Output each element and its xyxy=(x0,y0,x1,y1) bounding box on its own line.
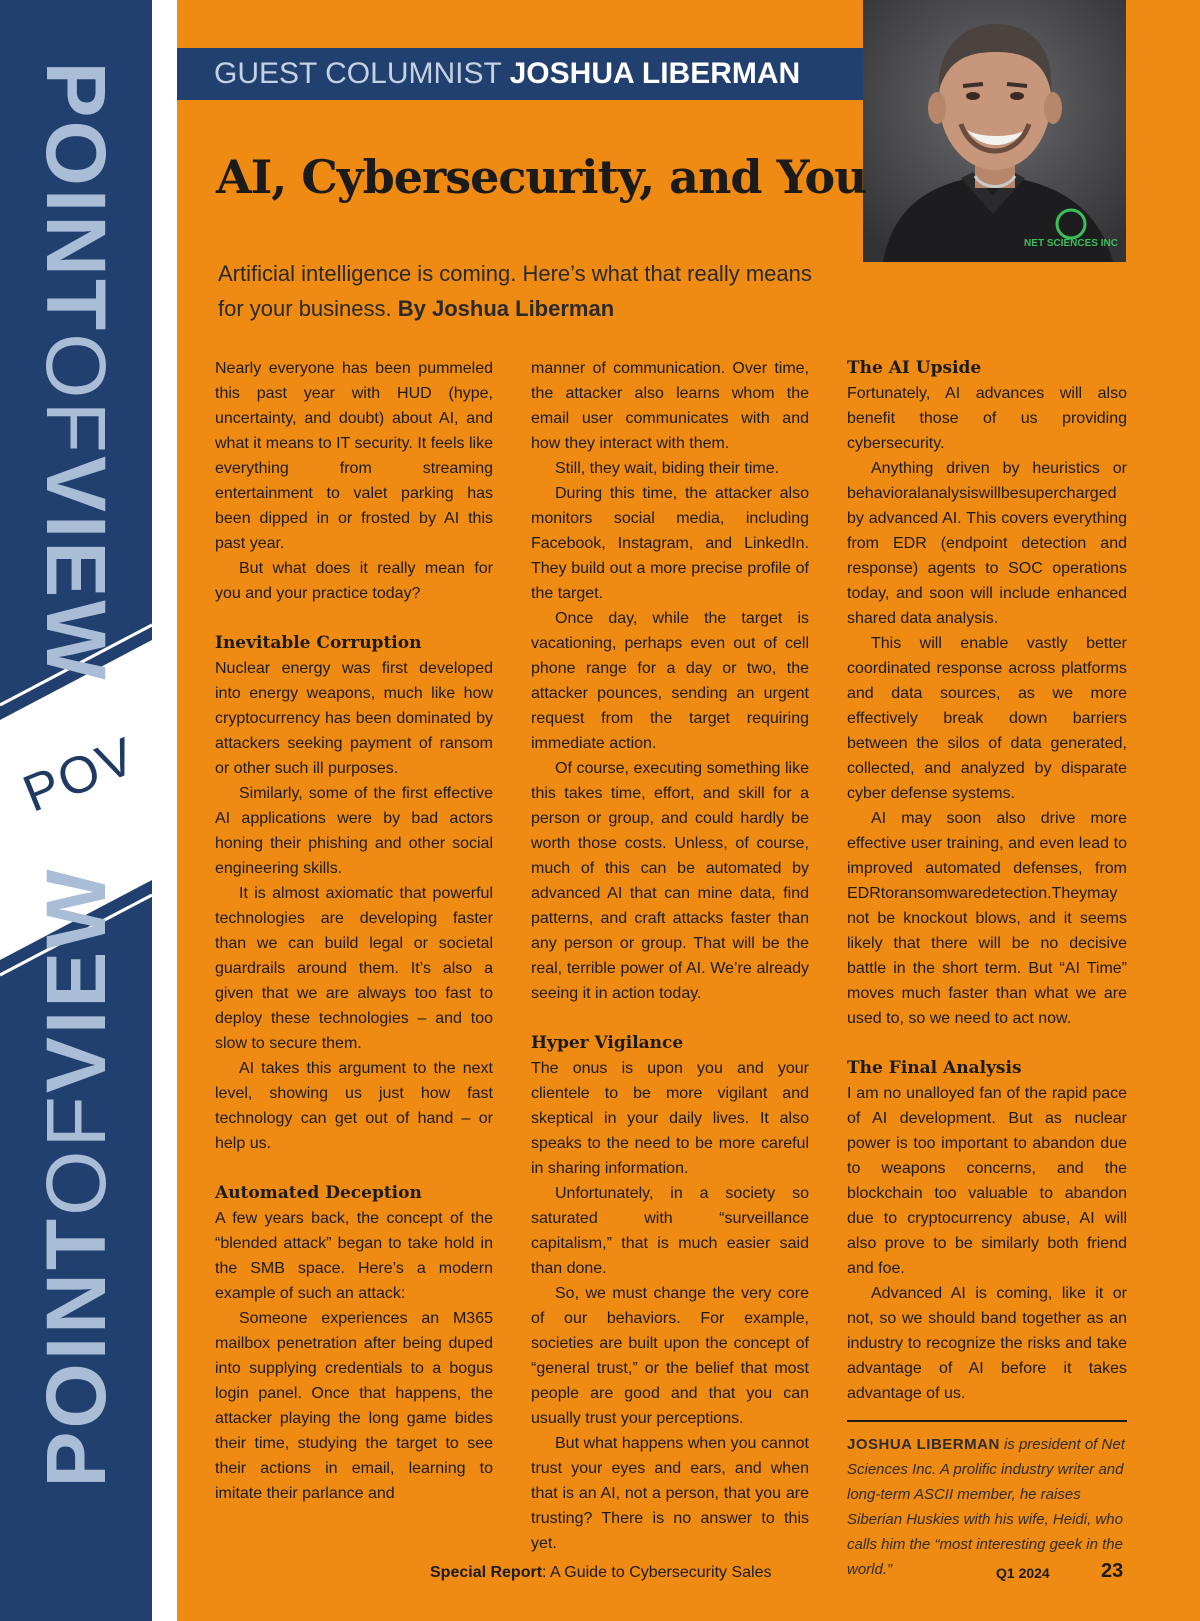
vertical-title-top: POINTOFVIEW xyxy=(29,61,123,683)
article-column-3 xyxy=(847,356,1127,1582)
paragraph: Similarly, some of the first effective AI applications were by bad actors honing their phishing and other social engineering skills. xyxy=(215,785,493,877)
footer-report-bold: Special Report xyxy=(430,1564,543,1581)
paragraph: But what happens when you cannot trust your eyes and ears, and when that is an AI, not a person, that you are trusting? There is no answer to this yet. xyxy=(531,1435,809,1552)
paragraph: Once day, while the target is vacationing, perhaps even out of cell phone range for a day or two, the attacker pounces, sending an urgent request from the target requiring immediate action. xyxy=(531,610,809,752)
paragraph: This will enable vastly better coordinated response across platforms and data sources, as we more effectively break down barriers between the silos of data generated, collected, and analyzed by disparate cyber defense systems. xyxy=(847,635,1127,802)
author-portrait-illustration xyxy=(863,0,1126,262)
section-heading-automated-deception: Automated Deception xyxy=(215,1183,422,1203)
paragraph: It is almost axiomatic that powerful technologies are developing faster than we can build legal or societal guardrails around them. It’s also a given that we are always too fast to deploy these technologies – and too slow to secure them. xyxy=(215,885,493,1052)
paragraph: Fortunately, AI advances will also benefit those of us providing cybersecurity. xyxy=(847,385,1127,452)
article-column-1 xyxy=(215,356,493,1506)
section-heading-inevitable-corruption: Inevitable Corruption xyxy=(215,633,422,653)
paragraph: Of course, executing something like this takes time, effort, and skill for a person or group, and could hardly be worth those costs. Unless, of course, much of this can be automated by advanced AI that can mine data, find patterns, and craft attacks faster than any person or group. That will be the real, terrible power of AI. We’re already seeing it in action today. xyxy=(531,760,809,1002)
paragraph: During this time, the attacker also monitors social media, including Facebook, Instagram, and LinkedIn. They build out a more precise profile of the target. xyxy=(531,485,809,602)
bio-text: is president of Net Sciences Inc. A prolific industry writer and long-term ASCII member, he raises Siberian Huskies with his wife, Heidi, who calls him the “most interesting geek in the world.” xyxy=(847,1436,1125,1578)
paragraph: Nuclear energy was first developed into energy weapons, much like how cryptocurrency has been dominated by attackers seeking payment of ransom or other such ill purposes. xyxy=(215,660,493,777)
paragraph: AI takes this argument to the next level, showing us just how fast technology can get out of hand – or help us. xyxy=(215,1060,493,1152)
paragraph: The onus is upon you and your clientele to be more vigilant and skeptical in your daily lives. It also speaks to the need to be more careful in sharing information. xyxy=(531,1060,809,1177)
svg-text:NET SCIENCES INC: NET SCIENCES INC xyxy=(1024,238,1118,249)
subtitle-text: Artificial intelligence is coming. Here’s what that really means for your business. xyxy=(218,261,812,321)
point-of-view-sidebar xyxy=(0,0,152,1621)
article-column-2 xyxy=(531,356,809,1556)
paragraph: I am no unalloyed fan of the rapid pace of AI development. But as nuclear power is too important to abandon due to weapons concerns, and the blockchain too valuable to abandon due to cryptocurrency abuse, AI will also prove to be similarly both friend and foe. xyxy=(847,1085,1127,1277)
paragraph: Advanced AI is coming, like it or not, so we should band together as an industry to recognize the risks and take advantage of AI before it takes advantage of us. xyxy=(847,1285,1127,1402)
vertical-title-bottom: POINTOFVIEW xyxy=(29,866,123,1488)
paragraph: So, we must change the very core of our behaviors. For example, societies are built upon the concept of “general trust,” or the belief that most people are good and that you can usually trust your perceptions. xyxy=(531,1285,809,1427)
paragraph: Still, they wait, biding their time. xyxy=(555,460,780,477)
columnist-name: JOSHUA LIBERMAN xyxy=(509,57,801,90)
bio-author-name: JOSHUA LIBERMAN xyxy=(847,1436,1000,1453)
footer-report-title xyxy=(430,1564,771,1582)
paragraph: Someone experiences an M365 mailbox penetration after being duped into supplying credentials to a bogus login panel. Once that happens, the attacker playing the long game bides their time, studying the target to see their actions in email, learning to imitate their parlance and xyxy=(215,1310,493,1502)
paragraph: A few years back, the concept of the “blended attack” began to take hold in the SMB space. Here’s a modern example of such an attack: xyxy=(215,1210,493,1302)
paragraph: But what does it really mean for you and your practice today? xyxy=(215,560,493,602)
article-subtitle xyxy=(218,256,838,326)
article-title: AI, Cybersecurity, and You xyxy=(216,150,867,204)
page-number: 23 xyxy=(1101,1560,1124,1582)
footer-report-rest: : A Guide to Cybersecurity Sales xyxy=(542,1564,772,1581)
columnist-label xyxy=(214,52,800,96)
section-heading-hyper-vigilance: Hyper Vigilance xyxy=(531,1033,684,1053)
columnist-kicker: GUEST COLUMNIST xyxy=(214,57,502,90)
footer-issue: Q1 2024 xyxy=(996,1565,1050,1581)
byline: By Joshua Liberman xyxy=(397,296,615,321)
paragraph: manner of communication. Over time, the attacker also learns whom the email user communicates with and how they interact with them. xyxy=(531,360,809,452)
section-heading-final-analysis: The Final Analysis xyxy=(847,1058,1022,1078)
author-photo xyxy=(863,0,1126,262)
paragraph: Anything driven by heuristics or behavioralanalysiswillbesupercharged by advanced AI. This covers everything from EDR (endpoint detection and response) agents to SOC operations today, and soon will include enhanced shared data analysis. xyxy=(847,460,1127,627)
paragraph: Nearly everyone has been pummeled this past year with HUD (hype, uncertainty, and doubt) about AI, and what it means to IT security. It feels like everything from streaming entertainment to valet parking has been dipped in or frosted by AI this past year. xyxy=(215,360,493,552)
author-bio xyxy=(847,1432,1127,1582)
section-heading-ai-upside: The AI Upside xyxy=(847,358,982,378)
paragraph: Unfortunately, in a society so saturated with “surveillance capitalism,” that is much easier said than done. xyxy=(531,1185,809,1277)
pov-badge: POV xyxy=(15,726,145,824)
bio-divider xyxy=(847,1420,1127,1422)
paragraph: AI may soon also drive more effective user training, and even lead to improved automated defenses, from EDRtoransomwaredetection.Theymay not be knockout blows, and it seems likely that there will be no decisive battle in the short term. But “AI Time” moves much faster than what we are used to, so we need to act now. xyxy=(847,810,1127,1027)
